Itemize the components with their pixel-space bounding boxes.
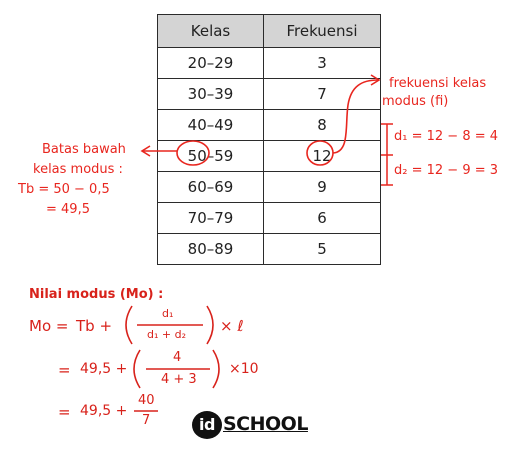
paren-left: [126, 306, 132, 344]
formula-lhs: Mo =: [29, 317, 69, 335]
d1-annotation: d₁ = 12 − 8 = 4: [394, 129, 499, 144]
numerator-40: 40: [138, 393, 155, 408]
paren-left: [134, 350, 140, 388]
frekuensi-cell: 6: [264, 203, 381, 234]
logo-school-text: SCHOOL: [223, 413, 308, 435]
frekuensi-cell: 12: [264, 141, 381, 172]
kelas-cell: 80–89: [158, 234, 264, 265]
kelas-cell: 40–49: [158, 110, 264, 141]
formula-title: Nilai modus (Mo) :: [29, 287, 164, 302]
value-49-5: 49,5 +: [80, 403, 128, 419]
tb-result: = 49,5: [46, 202, 90, 217]
kelas-cell: 20–29: [158, 48, 264, 79]
logo-id-badge: id: [192, 411, 222, 439]
times-10: ×10: [229, 361, 259, 377]
header-frekuensi: Frekuensi: [264, 15, 381, 48]
equals-2: =: [58, 361, 71, 379]
frekuensi-cell: 3: [264, 48, 381, 79]
header-kelas: Kelas: [158, 15, 264, 48]
batas-label-line1: Batas bawah: [42, 142, 126, 157]
formula-tb: Tb +: [76, 317, 113, 335]
kelas-cell: 70–79: [158, 203, 264, 234]
value-49-5: 49,5 +: [80, 361, 128, 377]
freq-label-line2: modus (fi): [382, 94, 449, 109]
times-l: × ℓ: [220, 317, 244, 335]
denominator-7: 7: [142, 413, 151, 428]
kelas-cell: 50–59: [158, 141, 264, 172]
frekuensi-cell: 8: [264, 110, 381, 141]
frekuensi-cell: 5: [264, 234, 381, 265]
numerator-d1: d₁: [162, 307, 174, 320]
numerator-4: 4: [173, 350, 182, 365]
kelas-cell: 60–69: [158, 172, 264, 203]
kelas-cell: 30–39: [158, 79, 264, 110]
paren-right: [213, 350, 219, 388]
equals-3: =: [58, 403, 71, 421]
paren-right: [207, 306, 213, 344]
freq-label-line1: frekuensi kelas: [389, 76, 487, 91]
idschool-logo: [192, 411, 308, 439]
d2-annotation: d₂ = 12 − 9 = 3: [394, 163, 499, 178]
curve-arrow-line: [333, 80, 378, 153]
circle-mark-kelas: [177, 141, 209, 165]
circle-mark-frekuensi: [307, 141, 333, 165]
frekuensi-cell: 9: [264, 172, 381, 203]
denominator-4-plus-3: 4 + 3: [161, 372, 197, 387]
frekuensi-cell: 7: [264, 79, 381, 110]
tb-calculation: Tb = 50 − 0,5: [18, 182, 110, 197]
batas-label-line2: kelas modus :: [33, 162, 123, 177]
denominator-d1-d2: d₁ + d₂: [147, 328, 186, 341]
